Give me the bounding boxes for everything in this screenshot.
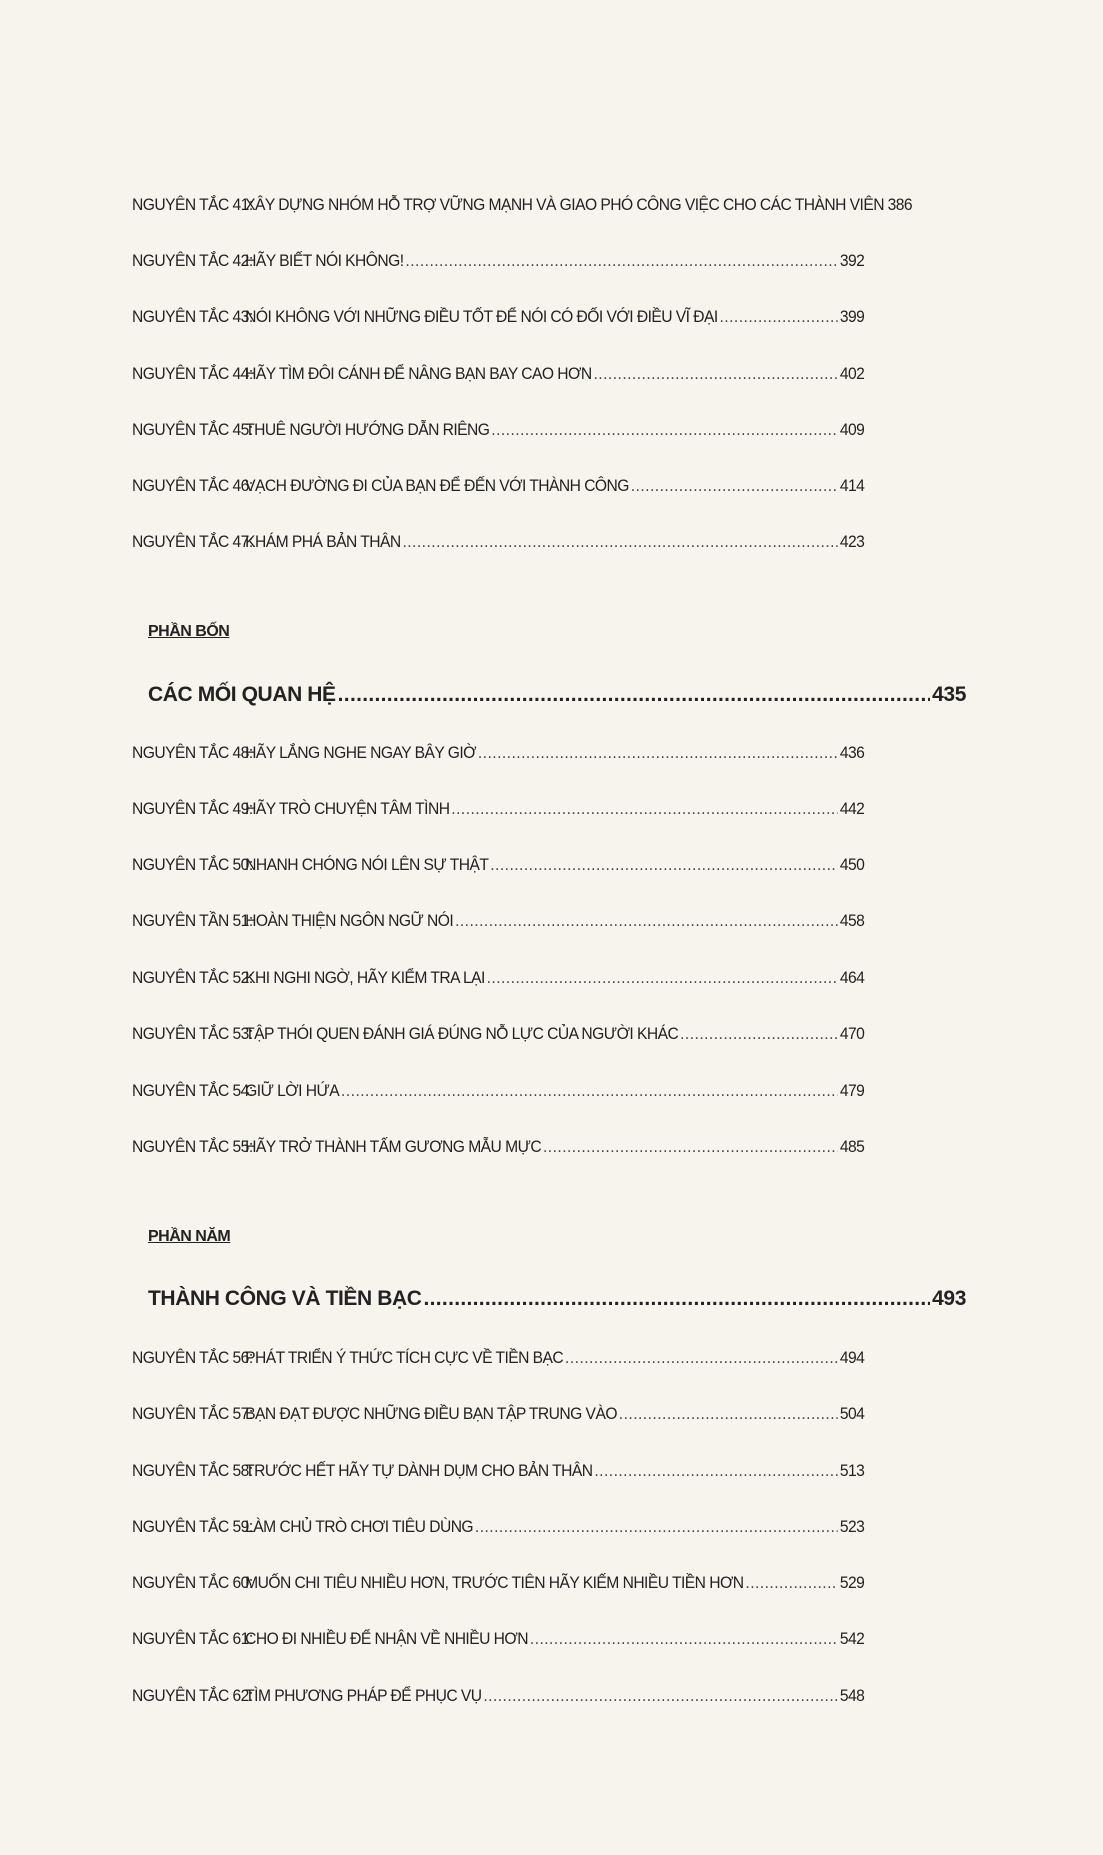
toc-entry-title: LÀM CHỦ TRÒ CHƠI TIÊU DÙNG [245,1517,474,1536]
toc-entry-label: NGUYÊN TẮC 53: [132,1024,253,1043]
toc-entry-page: 414 [839,476,865,495]
toc-entry-title: KHI NGHI NGỜ, HÃY KIỂM TRA LẠI [245,968,485,987]
toc-entry-label: NGUYÊN TẮC 60: [132,1573,253,1592]
toc-entry [132,1517,864,1537]
toc-entry-label: NGUYÊN TẮC 56: [132,1348,253,1367]
toc-entry-label: NGUYÊN TẮC 44: [132,364,253,383]
toc-entry-page: 442 [839,799,865,818]
toc-entry-label: NGUYÊN TẮC 41: [132,195,253,214]
toc-entry-title: TÌM PHƯƠNG PHÁP ĐỂ PHỤC VỤ [245,1686,482,1705]
toc-entry [132,307,864,327]
leader-dots [619,1404,838,1424]
toc-entry-title: MUỐN CHI TIÊU NHIỀU HƠN, TRƯỚC TIÊN HÃY KIẾM NHIỀU TIỀN HƠN [245,1573,744,1592]
toc-entry-label: NGUYÊN TẮC 62: [132,1686,253,1705]
toc-entry-title: KHÁM PHÁ BẢN THÂN [245,532,401,551]
toc-entry [132,1573,864,1593]
toc-entry-title: PHÁT TRIỂN Ý THỨC TÍCH CỰC VỀ TIỀN BẠC [245,1348,564,1367]
toc-entry [132,476,864,496]
toc-entry-title: BẠN ĐẠT ĐƯỢC NHỮNG ĐIỀU BẠN TẬP TRUNG VÀO [245,1404,617,1423]
leader-dots [530,1629,838,1649]
toc-entry-title: HÃY LẮNG NGHE NGAY BÂY GIỜ [245,743,477,762]
toc-entry-page: 529 [839,1573,865,1592]
toc-entry-label: NGUYÊN TẮC 54: [132,1081,253,1100]
toc-entry [132,1404,864,1424]
toc-entry-title: TẬP THÓI QUEN ĐÁNH GIÁ ĐÚNG NỖ LỰC CỦA NGƯỜI KHÁC [245,1024,679,1043]
toc-entry-label: NGUYÊN TẮC 46: [132,476,253,495]
toc-entry-page: 494 [839,1348,865,1367]
toc-entry [132,532,864,552]
toc-entry [132,855,864,875]
part-label: PHẦN BỐN [148,623,230,640]
toc-entry [132,1686,864,1706]
leader-dots [341,1081,838,1101]
toc-entry-label: NGUYÊN TẮC 48: [132,743,253,762]
toc-entry-title: XÂY DỰNG NHÓM HỖ TRỢ VỮNG MẠNH VÀ GIAO PHÓ CÔNG VIỆC CHO CÁC THÀNH VIÊN [245,195,884,214]
toc-entry-label: NGUYÊN TẮC 49: [132,799,253,818]
section-page: 493 [932,1287,966,1310]
leader-dots [451,799,838,819]
toc-entry-page: 409 [839,420,865,439]
toc-entry-label: NGUYÊN TẮC 55: [132,1137,253,1156]
leader-dots [490,855,838,875]
toc-entry-page: 479 [839,1081,865,1100]
toc-entry [132,195,913,215]
leader-dots [487,968,838,988]
toc-entry-label: NGUYÊN TẦN 51: [132,911,253,930]
section-page: 435 [932,683,966,706]
toc-entry [132,420,864,440]
toc-entry-page: 402 [839,364,865,383]
leader-dots [483,1686,838,1706]
toc-entry [132,968,864,988]
toc-entry [132,743,864,763]
toc-entry-label: NGUYÊN TẮC 45: [132,420,253,439]
leader-dots [475,1517,838,1537]
toc-entry [132,251,864,271]
toc-entry-title: HÃY BIẾT NÓI KHÔNG! [245,251,404,270]
leader-dots [680,1024,838,1044]
leader-dots [338,683,930,707]
toc-entry-label: NGUYÊN TẮC 57: [132,1404,253,1423]
leader-dots [402,532,838,552]
toc-entry-page: 513 [839,1461,865,1480]
toc-entry-title: NÓI KHÔNG VỚI NHỮNG ĐIỀU TỐT ĐỂ NÓI CÓ ĐỐI VỚI ĐIỀU VĨ ĐẠI [245,307,718,326]
toc-entry-page: 458 [839,911,865,930]
toc-entry-page: 523 [839,1517,865,1536]
toc-entry [132,1024,864,1044]
part-label: PHẦN NĂM [148,1228,231,1245]
toc-entry-page: 504 [839,1404,865,1423]
toc-entry [132,1137,864,1157]
toc-entry [132,911,864,931]
toc-entry-title: HÃY TÌM ĐÔI CÁNH ĐỂ NÂNG BẠN BAY CAO HƠN [245,364,592,383]
toc-entry-label: NGUYÊN TẮC 47: [132,532,253,551]
toc-entry-page: 386 [887,195,913,214]
toc-entry-page: 392 [839,251,865,270]
leader-dots [631,476,838,496]
toc-entry-title: HOÀN THIỆN NGÔN NGỮ NÓI [245,911,454,930]
toc-entry-page: 436 [839,743,865,762]
toc-entry-page: 548 [839,1686,865,1705]
toc-entry [132,364,864,384]
toc-entry-page: 464 [839,968,865,987]
toc-entry-page: 485 [839,1137,865,1156]
leader-dots [594,1461,838,1481]
leader-dots [478,743,838,763]
toc-entry [132,1461,864,1481]
toc-entry-label: NGUYÊN TẮC 61: [132,1629,253,1648]
leader-dots [745,1573,838,1593]
toc-entry-label: NGUYÊN TẮC 52: [132,968,253,987]
leader-dots [491,420,838,440]
toc-entry [132,1081,864,1101]
toc-entry-label: NGUYÊN TẮC 59: [132,1517,253,1536]
toc-entry [132,1629,864,1649]
toc-entry-page: 423 [839,532,865,551]
leader-dots [405,251,838,271]
section-heading [148,683,966,707]
leader-dots [593,364,838,384]
toc-entry-title: VẠCH ĐƯỜNG ĐI CỦA BẠN ĐỂ ĐẾN VỚI THÀNH CÔNG [245,476,629,495]
toc-entry-title: GIỮ LỜI HỨA [245,1081,340,1100]
section-title: CÁC MỐI QUAN HỆ [148,683,336,706]
toc-entry [132,1348,864,1368]
leader-dots [455,911,838,931]
leader-dots [565,1348,838,1368]
toc-entry-label: NGUYÊN TẮC 42: [132,251,253,270]
toc-entry-title: CHO ĐI NHIỀU ĐỂ NHẬN VỀ NHIỀU HƠN [245,1629,528,1648]
toc-entry-page: 470 [839,1024,865,1043]
toc-entry-title: TRƯỚC HẾT HÃY TỰ DÀNH DỤM CHO BẢN THÂN [245,1461,593,1480]
toc-entry-page: 542 [839,1629,865,1648]
section-heading [148,1287,966,1311]
leader-dots [424,1287,931,1311]
toc-entry [132,799,864,819]
toc-entry-label: NGUYÊN TẮC 43: [132,307,253,326]
toc-entry-title: THUÊ NGƯỜI HƯỚNG DẪN RIÊNG [245,420,490,439]
leader-dots [543,1137,838,1157]
section-title: THÀNH CÔNG VÀ TIỀN BẠC [148,1287,422,1310]
toc-entry-title: NHANH CHÓNG NÓI LÊN SỰ THẬT [245,855,489,874]
leader-dots [720,307,839,327]
toc-entry-title: HÃY TRÒ CHUYỆN TÂM TÌNH [245,799,450,818]
toc-entry-label: NGUYÊN TẮC 58: [132,1461,253,1480]
toc-entry-page: 450 [839,855,865,874]
toc-entry-page: 399 [839,307,865,326]
toc-entry-title: HÃY TRỞ THÀNH TẤM GƯƠNG MẪU MỰC [245,1137,542,1156]
toc-entry-label: NGUYÊN TẮC 50: [132,855,253,874]
